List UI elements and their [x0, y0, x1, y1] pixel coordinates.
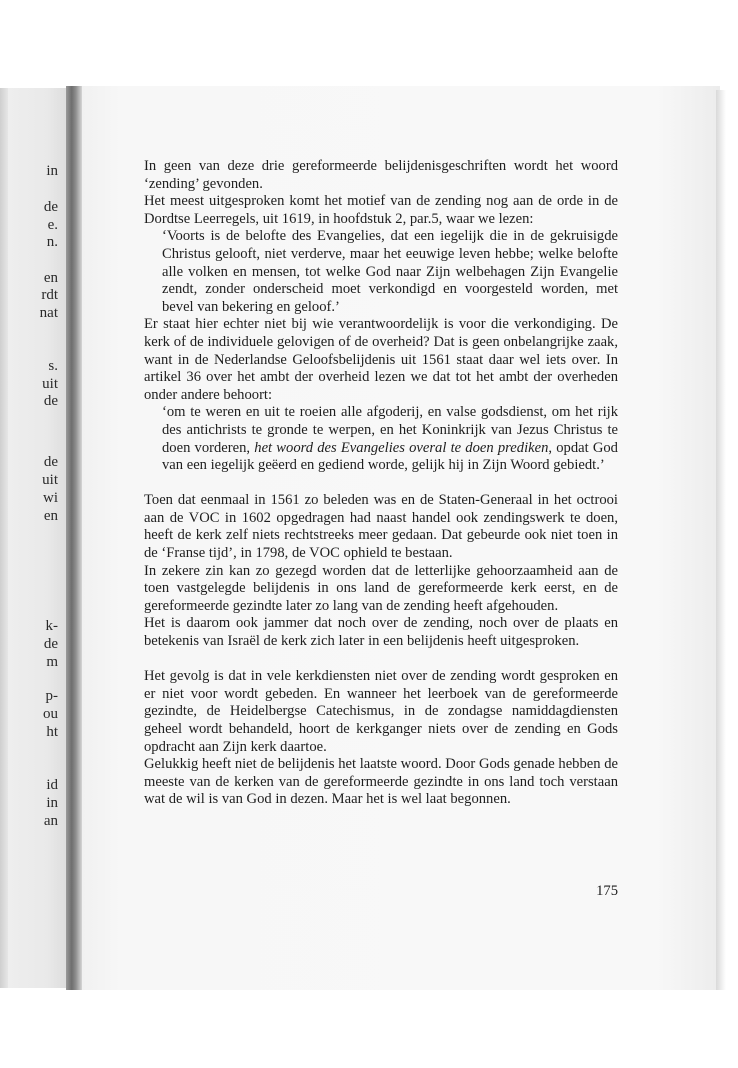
left-page-fragment: in — [46, 795, 58, 811]
paragraph: In zekere zin kan zo gezegd worden dat de letterlijke gehoorzaamheid aan de toen vastgelegde belijdenis in ons land de gereformeerde kerk eerst, en de gereformeerde gezindte later zo lang van de zending heeft afgehouden. — [144, 562, 618, 614]
block-quote — [144, 404, 618, 474]
left-page-fragment: p- — [45, 688, 58, 704]
quote-text: ‘om te weren en uit te roeien alle afgoderij, en valse godsdienst, om het rijk des antichrists te gronde te werpen, en het Koninkrijk van Jezus Christus te doen vorderen, — [162, 404, 618, 456]
right-page-body — [144, 158, 618, 809]
right-page-edge — [716, 90, 726, 990]
block-quote: ‘Voorts is de belofte des Evangelies, dat een iegelijk die in de gekruisigde Christus gelooft, niet verderve, maar het eeuwige leven hebbe; welke belofte alle volken en mensen, tot welke God naar Zijn welbehagen Zijn Evangelie zendt, zonder onderscheid moet verkondigd en voorgesteld worden, met bevel van bekering en geloof.’ — [162, 228, 618, 315]
left-page-fragment: in — [46, 163, 58, 179]
left-page-fragment: de — [43, 636, 58, 652]
left-page-fragment: en — [43, 508, 58, 524]
paragraph: In geen van deze drie gereformeerde belijdenisgeschriften wordt het woord ‘zending’ gevonden. — [144, 158, 618, 192]
quote-text: , opdat God van een iegelijk geëerd en gediend worde, gelijk hij in Zijn Woord gebiedt.’ — [162, 439, 618, 474]
paragraph: Het meest uitgesproken komt het motief van de zending nog aan de orde in de Dordtse Leerregels, uit 1619, in hoofdstuk 2, par.5, waar we lezen: — [144, 193, 618, 227]
left-page-fragment: ht — [46, 724, 58, 740]
paragraph: Er staat hier echter niet bij wie verantwoordelijk is voor die verkondiging. De kerk of de individuele gelovigen of de overheid? Dat is geen onbelangrijke zaak, want in de Nederlandse Geloofsbelijdenis uit 1561 staat daar wel iets over. In artikel 36 over het ambt der overheid lezen we dat tot het ambt der overheden onder andere behoort: — [144, 316, 618, 403]
left-page-fragment: wi — [43, 490, 58, 506]
left-page-fragment: uit — [42, 376, 58, 392]
left-page-fragment: nat — [39, 305, 58, 321]
left-page-fragment: rdt — [41, 287, 58, 303]
left-page-fragment: de — [43, 199, 58, 215]
left-page-fragment: en — [43, 270, 58, 286]
paragraph: Toen dat eenmaal in 1561 zo beleden was en de Staten-Generaal in het octrooi aan de VOC in 1602 opgedragen had naast handel ook zendingswerk te doen, heeft de kerk zelf niets rechtstreeks meer gedaan. Dat gebeurde ook niet toen in de ‘Franse tijd’, in 1798, de VOC ophield te bestaan. — [144, 492, 618, 562]
paragraph: Het is daarom ook jammer dat noch over de zending, noch over de plaats en betekenis van Israël de kerk zich later in een belijdenis heeft uitgesproken. — [144, 615, 618, 650]
left-page-fragment: an — [43, 813, 58, 829]
left-page-fragment: id — [46, 777, 58, 793]
left-page-fragment: k- — [45, 618, 58, 634]
paragraph: Het gevolg is dat in vele kerkdiensten niet over de zending wordt gesproken en er niet voor wordt gebeden. En wanneer het leerboek van de gereformeerde gezindte, de Heidelbergse Catechismus, in de zondagse namiddagdiensten geheel wordt behandeld, hoort de kerkganger niets over de zending en Gods opdracht aan Zijn kerk daartoe. — [144, 668, 618, 755]
left-page-fragment: de — [43, 454, 58, 470]
left-page-fragment: de — [43, 393, 58, 409]
left-page-fragment: m — [46, 654, 58, 670]
page-number: 175 — [596, 883, 618, 899]
left-page-fragment: ou — [43, 706, 58, 722]
left-page-fragment: e. — [47, 217, 58, 233]
quote-italic-text: het woord des Evangelies overal te doen prediken — [254, 439, 549, 456]
left-page-fragment: s. — [48, 358, 58, 374]
left-page-fragment: uit — [42, 472, 58, 488]
left-page-fragment: n. — [46, 234, 58, 250]
book-gutter — [66, 86, 82, 990]
paragraph: Gelukkig heeft niet de belijdenis het laatste woord. Door Gods genade hebben de meeste van de kerken van de gereformeerde gezindte in ons land toch verstaan wat de wil is van God in dezen. Maar het is wel laat begonnen. — [144, 756, 618, 808]
